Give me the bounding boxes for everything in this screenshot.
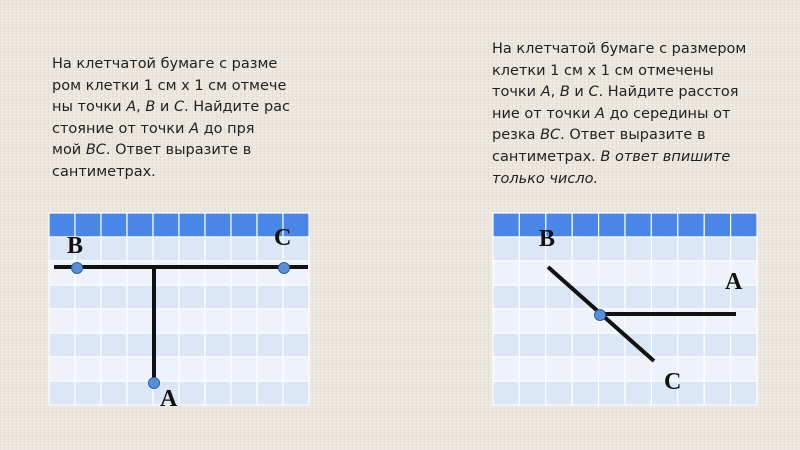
left_problem-text-segment: и [155,99,174,116]
grid-cell [49,357,75,381]
grid-cell [231,237,257,261]
grid-cell [678,213,704,237]
grid-cell [493,333,519,357]
grid-cell [493,237,519,261]
grid-cell [519,261,545,285]
left_problem-text-segment: . Ответ выразите в [105,142,252,159]
grid-cell [257,381,283,405]
grid-cell [179,309,205,333]
grid-cell [205,309,231,333]
right_problem-text-segment: резка [492,127,541,144]
grid-cell [231,333,257,357]
grid-cell [704,333,730,357]
left_problem-text-segment: мой [52,142,86,159]
grid-cell [153,285,179,309]
grid-cell [546,309,572,333]
right_problem-text-segment: В ответ впишите [600,148,731,165]
grid-cell [179,357,205,381]
grid-cell [101,333,127,357]
right_problem-line [492,39,746,61]
right_problem-text-segment: BC [540,127,561,144]
right-label-c: C [664,369,682,395]
grid-cell [546,333,572,357]
grid-cell [101,357,127,381]
grid-cell [127,285,153,309]
right_problem-text-segment: , [550,84,560,101]
grid-cell [678,261,704,285]
grid-cell [519,381,545,405]
right_problem-text-segment: ние от точки [492,105,596,122]
grid-cell [127,237,153,261]
grid-cell [205,285,231,309]
left_problem-text-segment: B [145,99,156,116]
grid-cell [599,237,625,261]
grid-cell [127,309,153,333]
grid-cell [283,333,309,357]
grid-cell [75,285,101,309]
left_problem-line [52,119,290,141]
left_problem-text-segment: , [136,99,146,116]
grid-cell [546,285,572,309]
right_problem-text-segment: и [569,84,589,101]
left-grid-cells [49,213,309,405]
grid-cell [731,357,757,381]
grid-cell [572,333,598,357]
grid-cell [49,381,75,405]
right_problem-text-segment: . Ответ выразите в [560,127,706,144]
right_problem-text-segment: . Найдите расстоя [598,84,739,101]
right-label-a: A [725,269,743,295]
grid-cell [101,261,127,285]
grid-cell [283,285,309,309]
right_problem-text-segment: A [540,84,551,101]
grid-cell [493,261,519,285]
right_problem-line [492,61,746,83]
grid-cell [599,357,625,381]
right_problem-text-segment: B [559,84,570,101]
grid-cell [493,309,519,333]
grid-cell [257,309,283,333]
left-label-c: C [274,225,292,251]
grid-cell [101,381,127,405]
left_problem-text-segment: стояние от точки [52,120,190,137]
grid-cell [127,213,153,237]
grid-cell [731,237,757,261]
grid-cell [625,285,651,309]
grid-cell [153,333,179,357]
grid-cell [49,333,75,357]
grid-cell [257,285,283,309]
right_problem-line [492,104,746,126]
grid-cell [231,261,257,285]
grid-cell [283,381,309,405]
grid-cell [572,237,598,261]
grid-cell [75,309,101,333]
grid-cell [678,285,704,309]
grid-cell [179,237,205,261]
left-point-a [149,378,160,389]
grid-cell [625,237,651,261]
right_problem-text-segment: точки [492,84,541,101]
grid-cell [678,237,704,261]
grid-cell [283,357,309,381]
grid-cell [546,357,572,381]
grid-cell [599,381,625,405]
left-point-b [72,263,83,274]
grid-cell [651,237,677,261]
left-point-c [279,263,290,274]
grid-cell [625,357,651,381]
grid-cell [179,381,205,405]
grid-cell [231,213,257,237]
grid-cell [546,381,572,405]
grid-cell [205,261,231,285]
grid-cell [731,381,757,405]
left_problem-line [52,54,290,76]
grid-cell [231,357,257,381]
grid-cell [179,213,205,237]
grid-cell [283,309,309,333]
grid-cell [257,333,283,357]
right_problem-line [492,125,746,147]
left_problem-text-segment: ны точки [52,99,127,116]
right-midpoint-bc [595,310,606,321]
grid-cell [704,357,730,381]
right_problem-text-segment: A [595,105,605,122]
grid-cell [179,333,205,357]
grid-cell [519,309,545,333]
grid-cell [731,333,757,357]
grid-cell [651,213,677,237]
left_problem-text-segment: BC [85,142,106,159]
grid-cell [519,285,545,309]
grid-cell [572,213,598,237]
left_problem-text-segment: На клетчатой бумаге с разме [52,56,278,72]
left_problem-text-segment: A [189,120,199,137]
grid-cell [101,285,127,309]
grid-cell [101,213,127,237]
grid-cell [205,213,231,237]
right_problem-line [492,169,746,191]
grid-cell [205,357,231,381]
grid-cell [572,285,598,309]
left-problem-text [52,54,290,184]
grid-cell [599,333,625,357]
grid-cell [546,261,572,285]
left_problem-text-segment: A [126,99,137,116]
left_problem-line [52,76,290,98]
grid-cell [101,309,127,333]
right_problem-text-segment: сантиметрах. [492,148,601,165]
grid-cell [678,381,704,405]
grid-cell [625,213,651,237]
right_problem-line [492,147,746,169]
grid-cell [678,333,704,357]
grid-cell [493,357,519,381]
right-label-b: B [539,226,556,252]
grid-cell [572,261,598,285]
grid-cell [704,381,730,405]
right_problem-text-segment: до середины от [604,105,731,122]
grid-cell [205,333,231,357]
grid-cell [625,261,651,285]
grid-cell [493,285,519,309]
grid-cell [231,309,257,333]
right-grid-cells [493,213,757,405]
right-grid-figure [491,211,759,411]
grid-cell [205,237,231,261]
right-problem-text [492,39,746,190]
right_problem-text-segment: только число. [492,170,599,187]
grid-cell [257,357,283,381]
grid-cell [599,285,625,309]
grid-cell [49,261,75,285]
grid-cell [153,309,179,333]
left_problem-line [52,140,290,162]
grid-cell [519,357,545,381]
grid-cell [651,285,677,309]
left_problem-line [52,162,290,184]
grid-cell [599,213,625,237]
grid-cell [49,309,75,333]
left-label-a: A [160,386,178,411]
grid-cell [101,237,127,261]
grid-cell [493,213,519,237]
grid-cell [153,261,179,285]
grid-cell [651,261,677,285]
grid-cell [179,285,205,309]
grid-cell [704,213,730,237]
right_problem-text-segment: C [588,84,599,101]
left_problem-line [52,97,290,119]
left_problem-text-segment: до пря [198,120,255,137]
grid-cell [625,381,651,405]
grid-cell [231,285,257,309]
grid-cell [678,357,704,381]
grid-cell [651,333,677,357]
left_problem-text-segment: . Найдите рас [184,99,291,116]
grid-cell [519,333,545,357]
left_problem-text-segment: C [173,99,185,116]
grid-cell [127,357,153,381]
grid-cell [731,213,757,237]
grid-cell [572,381,598,405]
grid-cell [599,261,625,285]
grid-cell [49,285,75,309]
grid-cell [75,357,101,381]
left-label-b: B [67,233,84,259]
grid-cell [493,381,519,405]
grid-cell [75,333,101,357]
left_problem-text-segment: сантиметрах. [52,163,156,180]
grid-cell [153,237,179,261]
grid-cell [153,213,179,237]
grid-cell [572,357,598,381]
left_problem-text-segment: ром клетки 1 см х 1 см отмече [52,77,287,94]
grid-cell [205,381,231,405]
left-grid-figure [47,211,311,411]
grid-cell [75,381,101,405]
grid-cell [704,237,730,261]
grid-cell [153,357,179,381]
grid-cell [127,261,153,285]
right_problem-text-segment: На клетчатой бумаге с размером [492,41,747,57]
grid-cell [179,261,205,285]
grid-cell [127,333,153,357]
right_problem-line [492,82,746,104]
right_problem-text-segment: клетки 1 см х 1 см отмечены [492,62,714,79]
grid-cell [231,381,257,405]
